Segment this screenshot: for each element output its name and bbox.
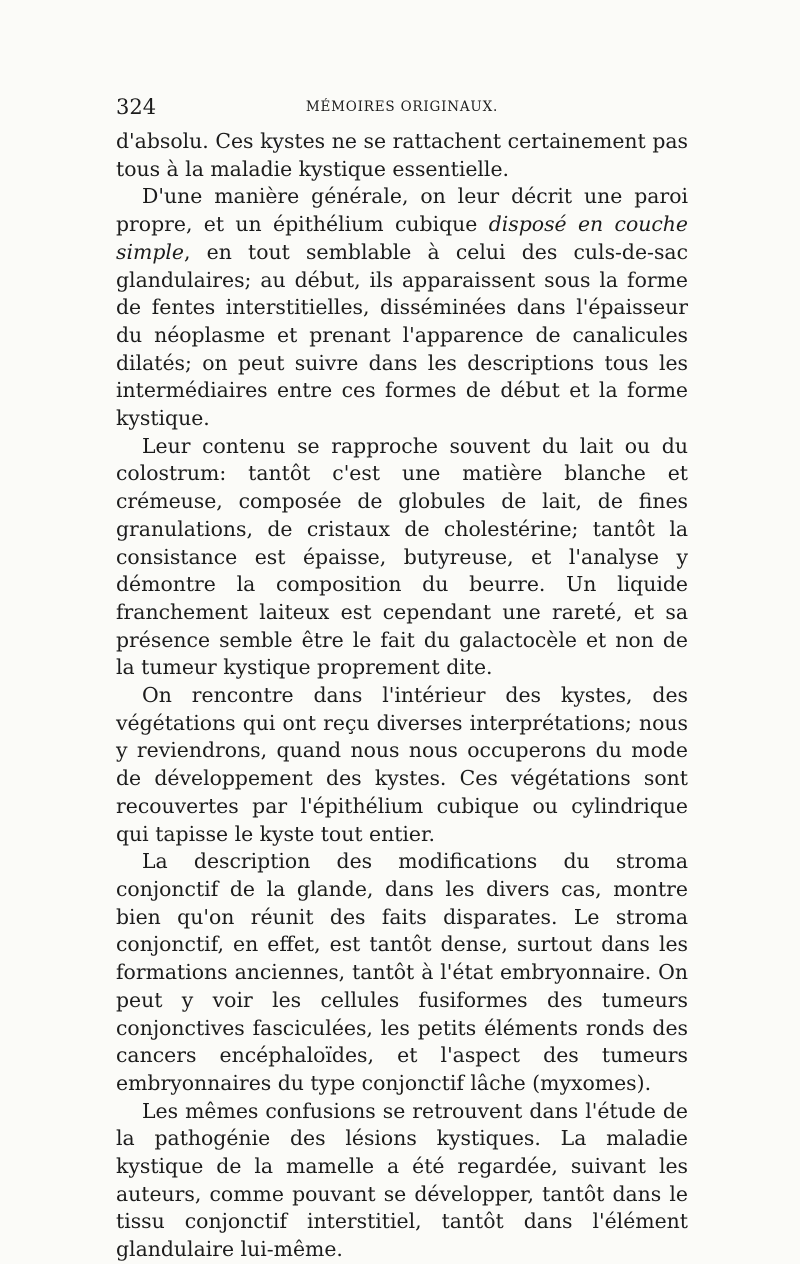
running-head: MÉMOIRES ORIGINAUX. [305,99,499,115]
body-text [116,128,688,1264]
paragraph-6: Les mêmes confusions se retrouvent dans l'étude de la pathogénie des lésions kystiques. La maladie kystique de la mamelle a été regardée, suivant les auteurs, comme pouvant se développer, tantôt dans le tissu conjonctif interstitiel, tantôt dans l'élément glandulaire lui-même. [116,1098,688,1262]
paragraph-4: On rencontre dans l'intérieur des kystes, des végétations qui ont reçu diverses interprétations; nous y reviendrons, quand nous nous occuperons du mode de développement des kystes. Ces végétations sont recouvertes par l'épithélium cubique ou cylindrique qui tapisse le kyste tout entier. [116,683,688,846]
paragraph-2-text-end: , en tout semblable à celui des culs-de-sac glandulaires; au début, ils apparaissent sous la forme de fentes interstitielles, disséminées dans l'épaisseur du néoplasme et prenant l'apparence de canalicules dilatés; on peut suivre dans les descriptions tous les intermédiaires entre ces formes de début et la forme kystique. [116,239,688,431]
paragraph-2 [116,183,688,432]
paragraph-2-italic-phrase: disposé en couche simple [116,212,688,264]
paragraph-5: La description des modifications du stroma conjonctif de la glande, dans les divers cas, montre bien qu'on réunit des faits disparates. Le stroma conjonctif, en effet, est tantôt dense, surtout dans les formations anciennes, tantôt à l'état embryonnaire. On peut y voir les cellules fusiformes des tumeurs conjonctives fasciculées, les petits éléments ronds des cancers encéphaloïdes, et l'aspect des tumeurs embryonnaires du type conjonctif lâche (myxomes). [116,849,688,1095]
paragraph-1: d'absolu. Ces kystes ne se rattachent certainement pas tous à la maladie kystique essentielle. [116,129,688,181]
page-header [116,92,688,122]
paragraph-2-text-start: D'une manière générale, on leur décrit une paroi propre, et un épithélium cubique [116,184,688,237]
paragraph-3: Leur contenu se rapproche souvent du lait ou du colostrum: tantôt c'est une matière blanche et crémeuse, composée de globules de lait, de fines granulations, de cristaux de cholestérine; tantôt la consistance est épaisse, butyreuse, et l'analyse y démontre la composition du beurre. Un liquide franchement laiteux est cependant une rareté, et sa présence semble être le fait du galactocèle et non de la tumeur kystique proprement dite. [116,433,688,680]
page-number: 324 [116,95,157,119]
